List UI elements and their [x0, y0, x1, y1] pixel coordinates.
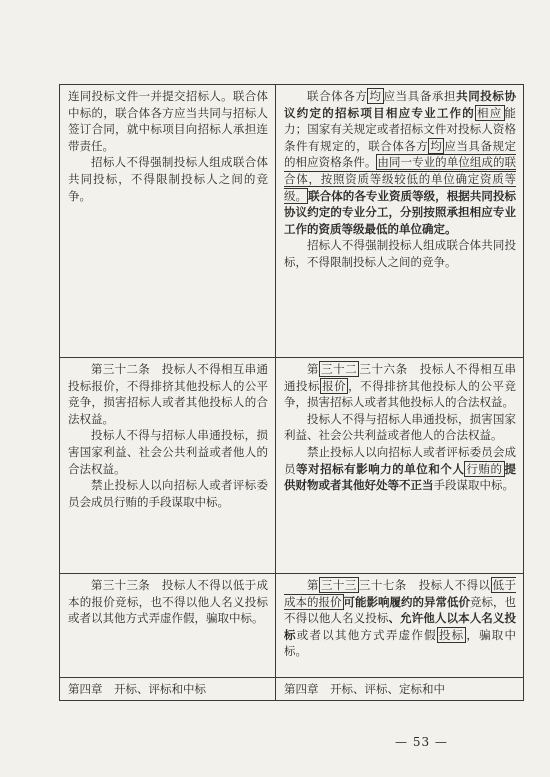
paragraph: 第三十三条 投标人不得以低于成本的报价竞标，也不得以他人名义投标或者以其他方式弄虚作假，骗取中标。	[68, 578, 268, 626]
table-row	[60, 85, 524, 358]
deleted-text-box: 投标	[438, 627, 465, 642]
deleted-text-box: 相应	[477, 105, 503, 120]
revised-text-cell	[276, 574, 524, 678]
chapter-heading-revised: 第四章 开标、评标、定标和中	[276, 678, 524, 701]
page-number: — 53 —	[395, 735, 448, 749]
added-text: 可能影响履约的异常低价	[343, 594, 470, 609]
chapter-heading-original: 第四章 开标、评标和中标	[60, 678, 276, 701]
paragraph: 禁止投标人以向招标人或者评标委员会成员行贿的手段谋取中标。	[68, 478, 268, 509]
paragraph: 第 三十三 三十七条 投标人不得以 低于成本的报价 可能影响履约的异常低价竞标，也不得以他人名义投标、允许他人以本人名义投标或者以其他方式弄虚作假 投标 ，骗取中标。	[284, 578, 517, 659]
paragraph: 招标人不得强制投标人组成联合体共同投标，不得限制投标人之间的竞争。	[284, 238, 516, 269]
paragraph: 联合体各方 均 应当具备承担共同投标协议约定的招标项目相应专业工作的 相应 能力；国家有关规定或者招标文件对投标人资格条件有规定的，联合体各方 均 应当具备规定的相应资格条件。由同一专业的单位组成的联合体，按照资质等级较低的单位确定资质等级。联合体的各专业资质等级，根据共同投标协议约定的专业分工，分别按照承担相应专业工作的资质等级最低的单位确定。	[284, 89, 517, 236]
paragraph: 连同投标文件一并提交招标人。联合体中标的，联合体各方应当共同与招标人签订合同，就中标项目向招标人承担连带责任。	[68, 89, 268, 153]
original-text-cell	[60, 574, 276, 678]
comparison-table	[59, 84, 524, 701]
deleted-text-box: 均	[369, 89, 382, 103]
deleted-text-block: 由同一专业的单位组成的联合体，按照资质等级较低的单位确定资质等级。	[284, 155, 516, 203]
paragraph: 第 三十二 三十六条 投标人不得相互串通投标 报价 ，不得排挤其他投标人的公平竞争，损害招标人或者其他投标人的合法权益。	[284, 362, 517, 410]
deleted-text-box: 低于成本的报价	[284, 578, 516, 609]
paragraph: 投标人不得与招标人串通投标，损害国家利益、社会公共利益或者他人的合法权益。	[68, 428, 268, 476]
paragraph: 招标人不得强制投标人组成联合体共同投标，不得限制投标人之间的竞争。	[68, 155, 268, 203]
deleted-text-box: 报价	[322, 378, 347, 393]
paragraph: 禁止投标人以向招标人或者评标委员会成员等对招标有影响力的单位和个人 行贿的 提供财物或者其他好处等不正当手段谋取中标。	[284, 444, 517, 493]
added-text: 共同投标协议约定的招标项目相应专业工作的	[284, 89, 516, 120]
paragraph: 投标人不得与招标人串通投标，损害国家利益、社会公共利益或者他人的合法权益。	[284, 411, 516, 443]
table-row	[60, 574, 524, 678]
added-text: 、允许他人以本人名义投标	[284, 611, 517, 642]
deleted-text-box: 三十二	[321, 362, 358, 376]
original-text-cell	[60, 358, 276, 574]
added-text: 提供财物或者其他好处等不正当	[284, 461, 517, 493]
table-row	[60, 678, 524, 701]
deleted-text-box: 均	[430, 138, 443, 153]
paragraph: 第三十二条 投标人不得相互串通投标报价，不得排挤其他投标人的公平竞争，损害招标人或者其他投标人的合法权益。	[68, 362, 268, 426]
revised-text-cell	[276, 358, 524, 574]
added-text: 联合体的各专业资质等级，根据共同投标协议约定的专业分工，分别按照承担相应专业工作的资质等级最低的单位确定。	[284, 188, 517, 236]
original-text-cell	[60, 85, 276, 358]
table-row	[60, 358, 524, 574]
deleted-text-box: 三十三	[320, 578, 357, 592]
deleted-text-box: 行贿的	[466, 461, 503, 476]
added-text: 等对招标有影响力的单位和个人	[296, 461, 465, 476]
revised-text-cell	[276, 85, 524, 358]
